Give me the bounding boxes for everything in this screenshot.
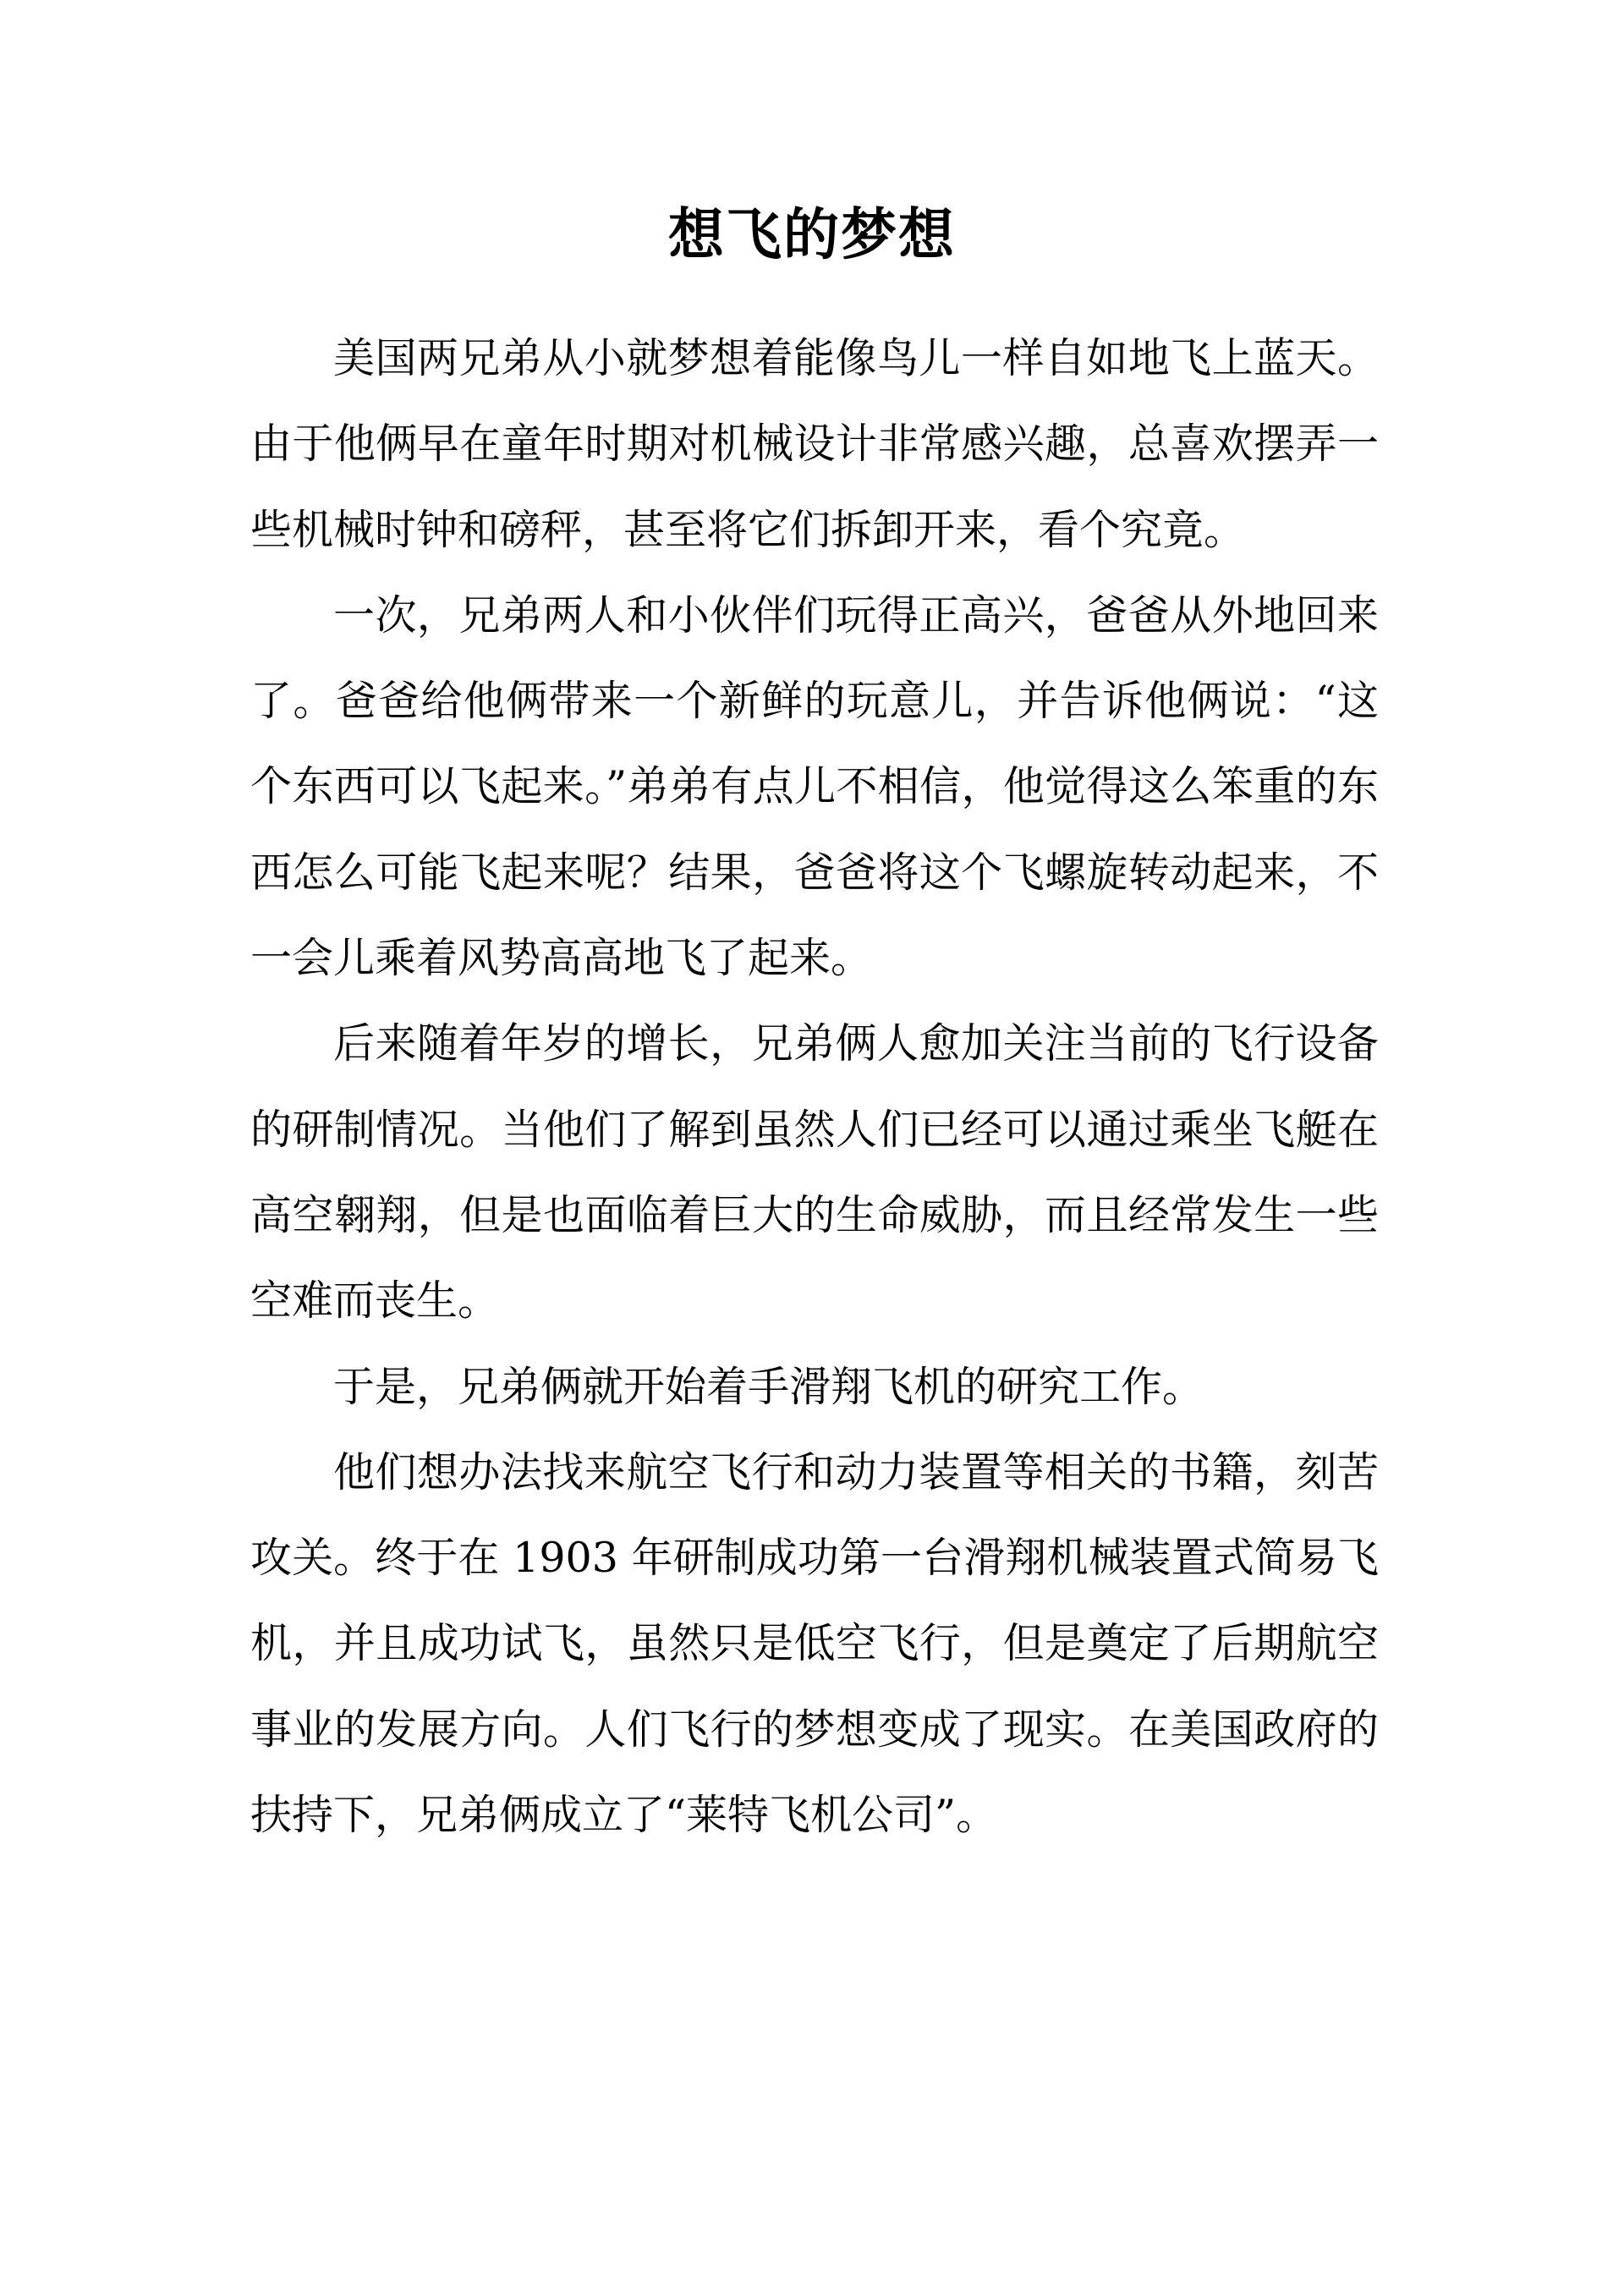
document-title: 想飞的梦想 — [668, 202, 956, 267]
paragraph-2: 一次，兄弟两人和小伙伴们玩得正高兴，爸爸从外地回来了。爸爸给他俩带来一个新鲜的玩意儿，并告诉他俩说：“这个东西可以飞起来。”弟弟有点儿不相信，他觉得这么笨重的东西怎么可能飞起来呢？结果，爸爸将这个飞螺旋转动起来，不一会儿乘着风势高高地飞了起来。 — [250, 590, 1379, 983]
paragraph-3: 后来随着年岁的增长，兄弟俩人愈加关注当前的飞行设备的研制情况。当他们了解到虽然人们已经可以通过乘坐飞艇在高空翱翔，但是也面临着巨大的生命威胁，而且经常发生一些空难而丧生。 — [250, 1019, 1379, 1326]
document-body — [250, 316, 1379, 1858]
paragraph-4: 于是，兄弟俩就开始着手滑翔飞机的研究工作。 — [333, 1362, 1204, 1411]
paragraph-1: 美国两兄弟从小就梦想着能像鸟儿一样自如地飞上蓝天。由于他俩早在童年时期对机械设计非常感兴趣，总喜欢摆弄一些机械时钟和磅秤，甚至将它们拆卸开来，看个究竟。 — [250, 334, 1379, 554]
paragraph-5: 他们想办法找来航空飞行和动力装置等相关的书籍，刻苦攻关。终于在 1903 年研制成功第一台滑翔机械装置式简易飞机，并且成功试飞，虽然只是低空飞行，但是奠定了后期航空事业的发展方向。人们飞行的梦想变成了现实。在美国政府的扶持下，兄弟俩成立了“莱特飞机公司”。 — [250, 1447, 1379, 1840]
